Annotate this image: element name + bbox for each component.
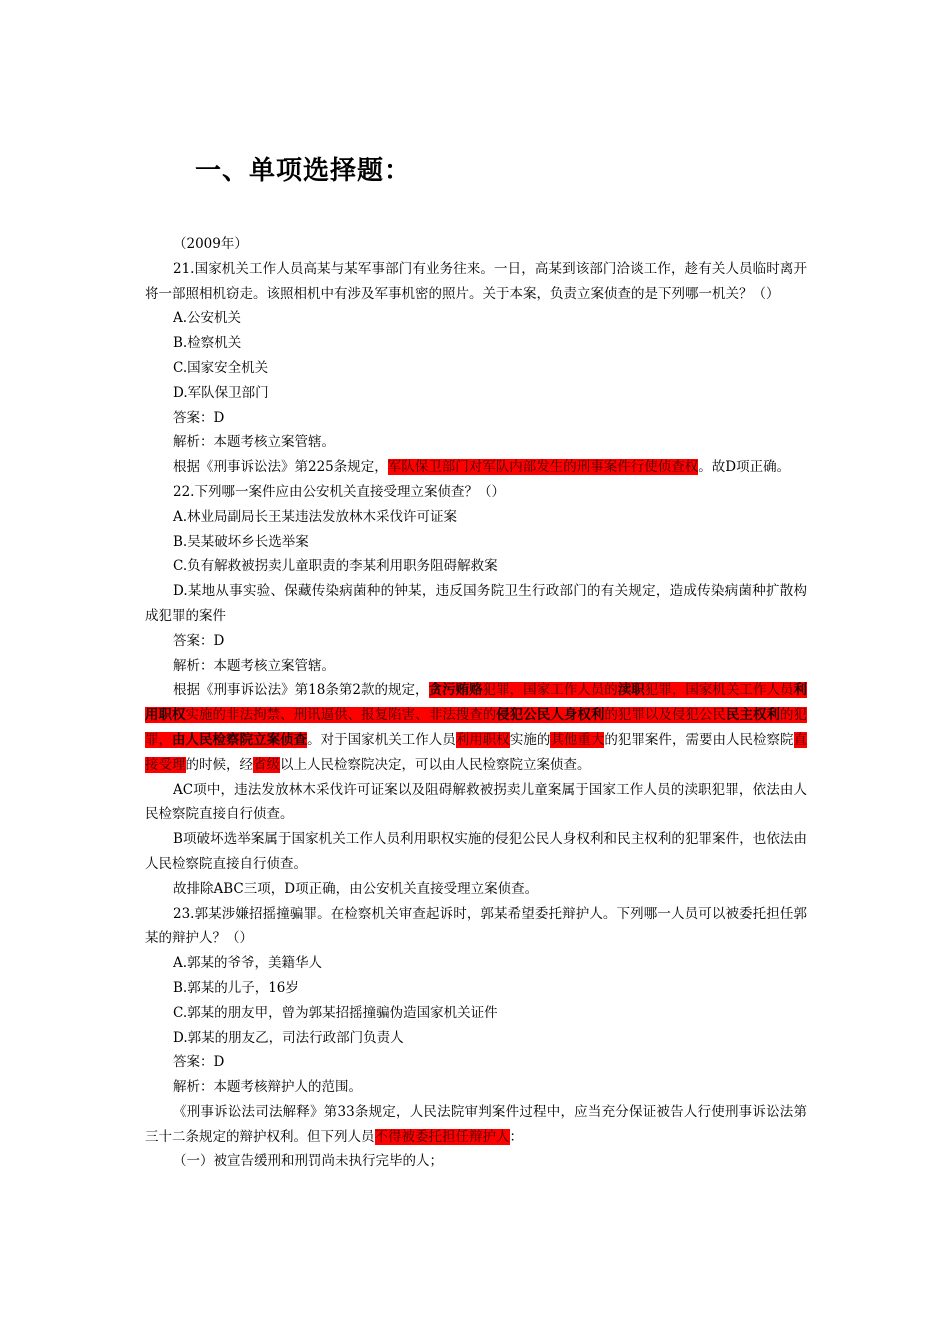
q21-highlight: 军队保卫部门对军队内部发生的刑事案件行使侦查权	[387, 459, 699, 476]
q22-highlight: 犯罪，国家机关工作人员	[644, 682, 794, 699]
q22-ac-explanation: AC项中，违法发放林木采伐许可证案以及阻碍解救被拐卖儿童案属于国家工作人员的渎职犯罪，依法由人民检察院直接自行侦查。	[145, 781, 807, 823]
q22-basis-text: 的犯罪案件，需要由人民检察院	[604, 731, 794, 748]
q21-answer: 答案：D	[173, 409, 225, 426]
q23-item-1: （一）被宣告缓刑和刑罚尚未执行完毕的人；	[173, 1153, 443, 1170]
q22-highlight: 民主权利	[725, 707, 781, 724]
q23-option-a: A.郭某的爷爷，美籍华人	[173, 955, 323, 972]
q21-basis	[145, 455, 807, 480]
q21-stem: 21.国家机关工作人员高某与某军事部门有业务往来。一日，高某到该部门洽谈工作，趁有关人员临时离开将一部照相机窃走。该照相机中有涉及军事机密的照片。关于本案，负责立案侦查的是下列哪一机关？（）	[145, 260, 807, 302]
q22-highlight: 渎职	[617, 682, 645, 699]
q22-option-c: C.负有解救被拐卖儿童职责的李某利用职务阻碍解救案	[173, 558, 498, 575]
q21-basis-pre: 根据《刑事诉讼法》第225条规定，	[173, 459, 388, 476]
q22-highlight: 利用职权	[145, 682, 807, 724]
q22-highlight: 省级	[253, 756, 280, 773]
q22-conclusion: 故排除ABC三项，D项正确，由公安机关直接受理立案侦查。	[173, 880, 539, 897]
q21-option-b: B.检察机关	[173, 335, 242, 352]
q23-basis-pre: 《刑事诉讼法司法解释》第33条规定，人民法院审判案件过程中，应当充分保证被告人行使刑事诉讼法第三十二条规定的辩护权利。但下列人员	[145, 1103, 807, 1145]
q23-answer: 答案：D	[173, 1054, 225, 1071]
q21-option-d: D.军队保卫部门	[173, 384, 269, 401]
q23-highlight: 不得被委托担任辩护人	[374, 1128, 510, 1145]
q22-option-b: B.吴某破坏乡长选举案	[173, 533, 309, 550]
q22-highlight: 的犯罪，	[145, 707, 808, 748]
document-body	[145, 232, 807, 1174]
q21-option-a: A.公安机关	[173, 310, 242, 327]
q22-highlight: 的犯罪以及侵犯公民	[604, 707, 726, 724]
q23-basis	[145, 1100, 807, 1150]
q22-basis-text: 以上人民检察院决定，可以由人民检察院立案侦查。	[280, 756, 591, 773]
q22-highlight: 直接受理	[145, 731, 808, 773]
q22-analysis: 解析：本题考核立案管辖。	[173, 657, 335, 674]
q22-basis-text: 。对于国家机关工作人员	[307, 731, 456, 748]
q23-option-d: D.郭某的朋友乙，司法行政部门负责人	[173, 1029, 404, 1046]
q22-highlight: 其他重大	[550, 731, 605, 748]
q22-option-a: A.林业局副局长王某违法发放林木采伐许可证案	[173, 508, 458, 525]
q22-answer: 答案：D	[173, 632, 225, 649]
q22-basis-text: 实施的	[509, 731, 551, 748]
q22-b-explanation: B项破坏选举案属于国家机关工作人员利用职权实施的侵犯公民人身权利和民主权利的犯罪案件，也依法由人民检察院直接自行侦查。	[145, 831, 807, 872]
year-label: （2009年）	[173, 236, 248, 252]
q22-highlight: 实施的非法拘禁、刑讯逼供、报复陷害、非法搜查的	[185, 707, 497, 724]
q22-highlight: 由人民检察院立案侦查	[172, 731, 308, 748]
q21-option-c: C.国家安全机关	[173, 359, 269, 376]
q23-analysis: 解析：本题考核辩护人的范围。	[173, 1079, 362, 1096]
q22-option-d: D.某地从事实验、保藏传染病菌种的钟某，违反国务院卫生行政部门的有关规定，造成传染病菌种扩散构成犯罪的案件	[145, 583, 807, 624]
q21-analysis: 解析：本题考核立案管辖。	[173, 434, 335, 451]
q23-option-c: C.郭某的朋友甲，曾为郭某招摇撞骗伪造国家机关证件	[173, 1004, 498, 1021]
q23-basis-post: ：	[509, 1128, 523, 1145]
q21-basis-post: 。故D项正确。	[698, 459, 791, 476]
q22-basis-text: 根据《刑事诉讼法》第18条第2款的规定，	[173, 682, 429, 699]
q22-stem: 22.下列哪一案件应由公安机关直接受理立案侦查？（）	[173, 483, 505, 500]
q22-legal-basis	[145, 678, 807, 777]
q22-highlight: 利用职权	[455, 731, 510, 748]
q22-basis-text: 的时候，经	[185, 756, 253, 773]
q22-highlight: 犯罪，国家工作人员的	[482, 682, 618, 699]
q22-highlight: 侵犯公民人身权利	[496, 707, 605, 724]
q23-option-b: B.郭某的儿子，16岁	[173, 979, 299, 996]
section-heading: 一、单项选择题：	[195, 156, 412, 186]
q23-stem: 23.郭某涉嫌招摇撞骗罪。在检察机关审查起诉时，郭某希望委托辩护人。下列哪一人员可以被委托担任郭某的辩护人？（）	[145, 905, 807, 947]
q22-highlight: 贪污贿赂	[428, 682, 483, 699]
